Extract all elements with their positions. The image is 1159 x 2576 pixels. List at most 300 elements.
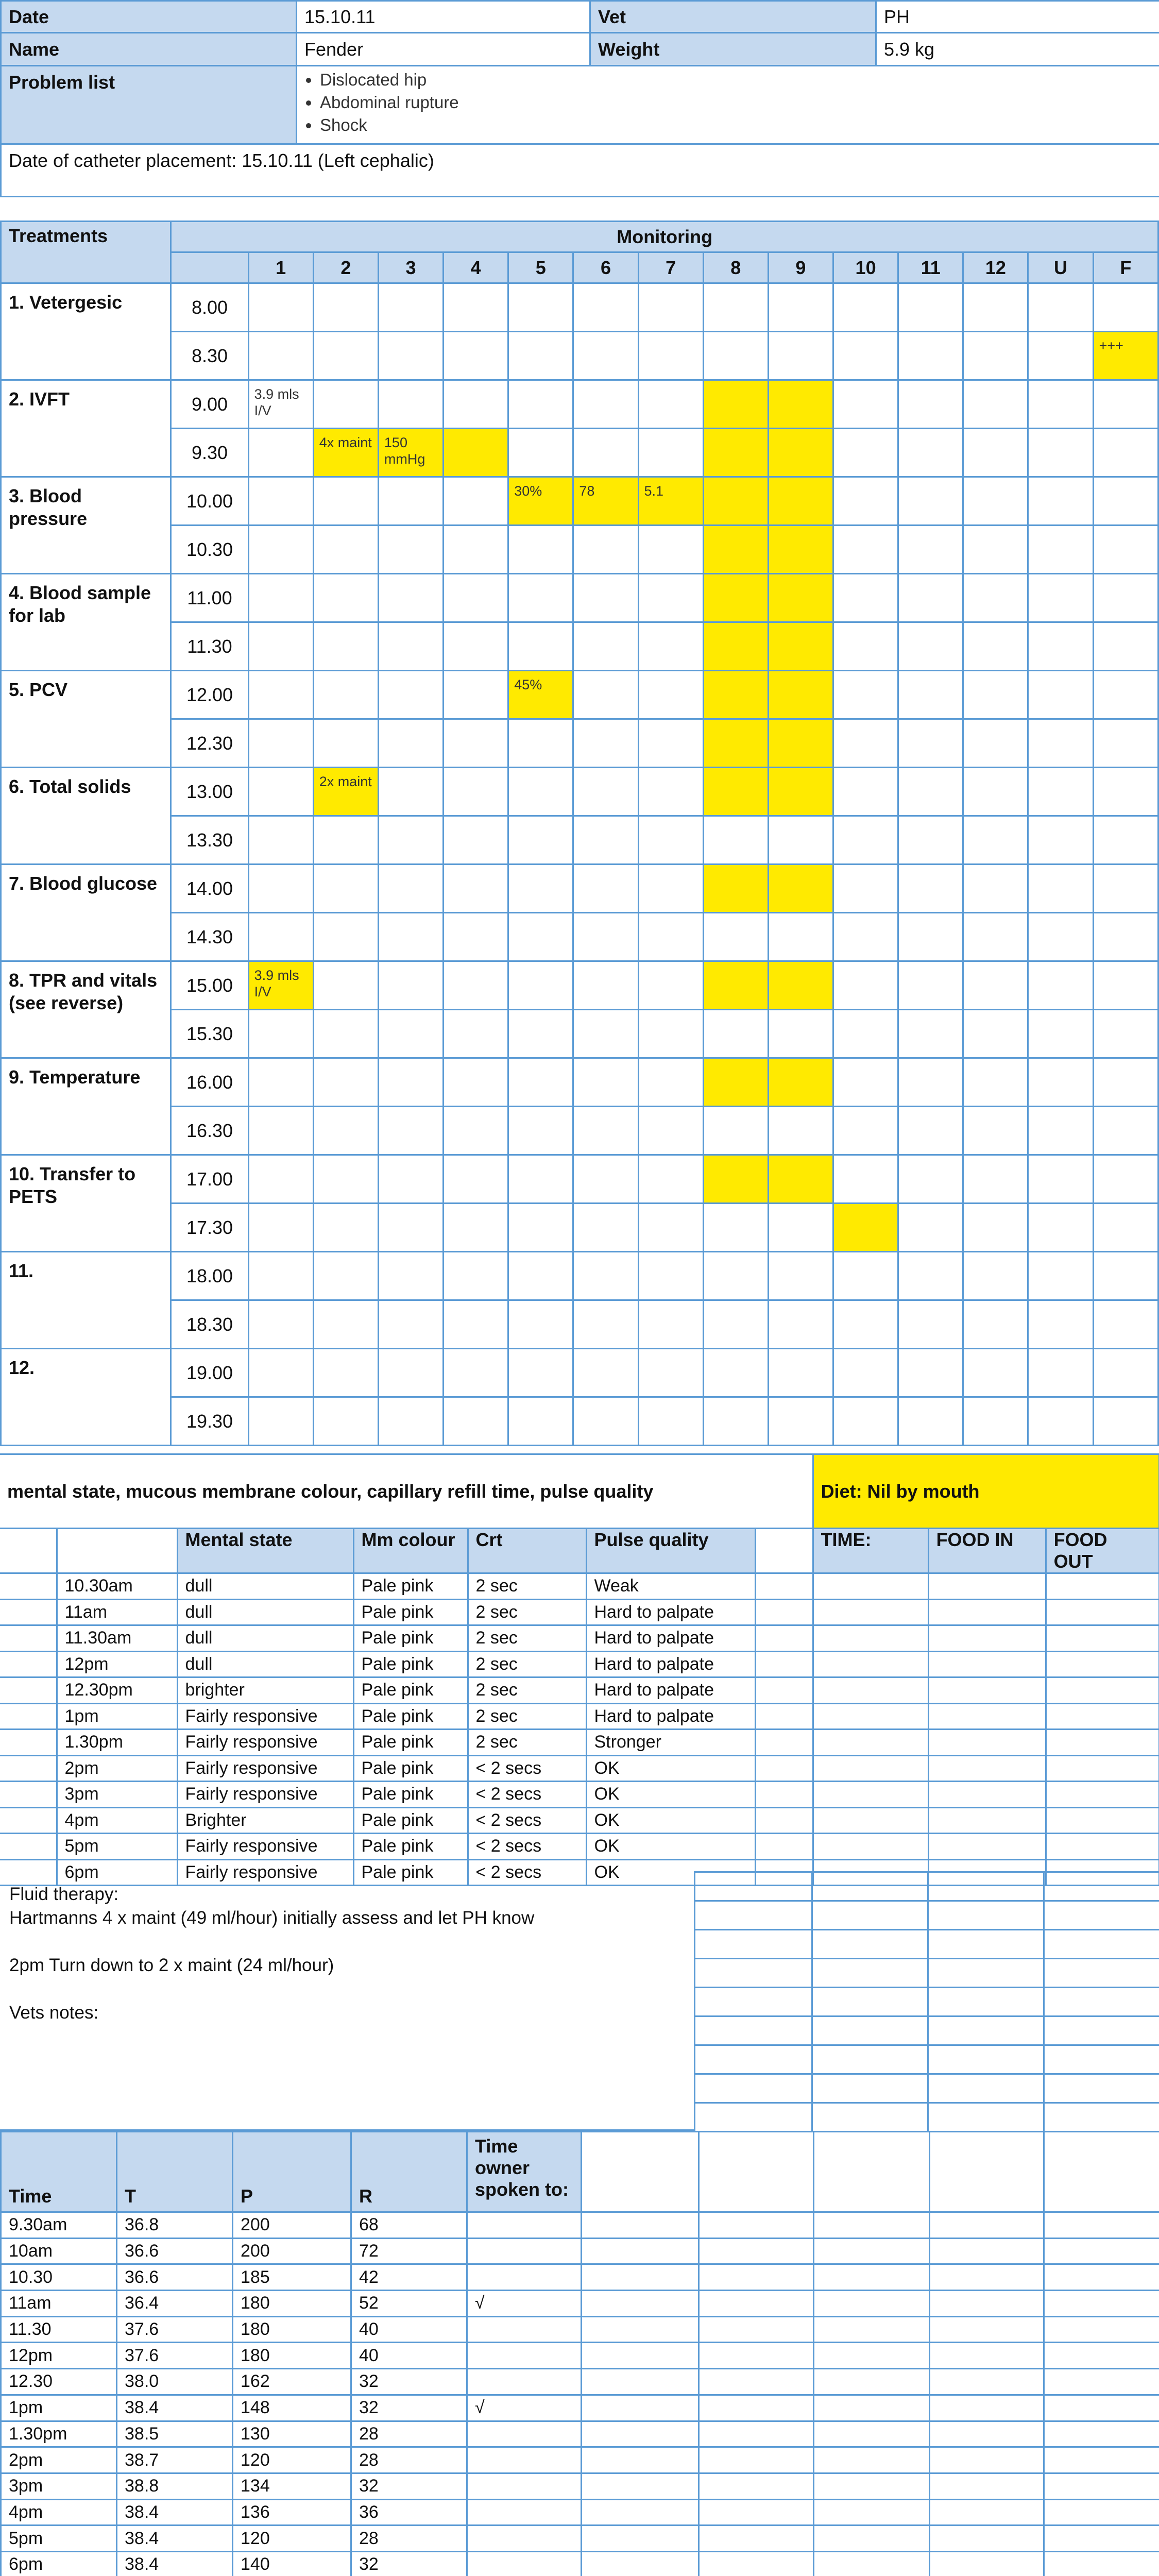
time-slot: 13.30 — [171, 816, 248, 865]
assessment-row — [0, 1677, 1159, 1704]
monitor-cell — [833, 574, 898, 622]
crt: 2 sec — [468, 1625, 586, 1652]
monitor-cell — [898, 719, 963, 768]
monitor-cell — [378, 719, 443, 768]
monitor-cell — [703, 1155, 768, 1204]
tpr-row — [1, 2316, 1159, 2343]
monitor-cell — [768, 719, 833, 768]
monitor-cell — [1093, 526, 1158, 574]
monitor-cell — [508, 1204, 573, 1252]
monitor-cell — [1093, 1349, 1158, 1397]
monitor-cell — [508, 719, 573, 768]
monitor-cell — [508, 1107, 573, 1155]
monitor-cell — [313, 380, 378, 429]
monitor-cell — [898, 283, 963, 332]
monitor-cell — [638, 283, 703, 332]
assessment-time: 1pm — [57, 1703, 177, 1730]
monitor-cell — [833, 1107, 898, 1155]
monitor-cell — [378, 526, 443, 574]
monitor-cell — [313, 913, 378, 961]
pulse-quality: Weak — [586, 1573, 755, 1600]
blank-cell — [930, 2316, 1044, 2343]
monitor-cell — [1093, 1252, 1158, 1300]
blank-cell — [930, 2395, 1044, 2421]
vet-value: PH — [876, 1, 1159, 33]
monitor-cell — [1093, 380, 1158, 429]
blank-cell — [813, 1625, 928, 1652]
monitor-row — [1, 1252, 1158, 1300]
monitor-note: 78 — [573, 477, 638, 526]
monitor-cell — [638, 865, 703, 913]
monitor-cell — [638, 1058, 703, 1107]
blank-cell — [1046, 1807, 1159, 1834]
tpr-pulse: 180 — [233, 2316, 351, 2343]
grid-line — [811, 1871, 813, 2131]
blank-cell — [1044, 2343, 1159, 2369]
monitor-row — [1, 719, 1158, 768]
monitor-cell — [768, 671, 833, 719]
monitor-cell — [444, 865, 508, 913]
monitor-cell — [638, 719, 703, 768]
monitor-cell — [963, 283, 1028, 332]
monitor-cell — [378, 671, 443, 719]
monitor-cell — [313, 1058, 378, 1107]
blank-cell — [699, 2526, 814, 2552]
treatment-name: 6. Total solids — [1, 768, 171, 865]
monitor-cell — [898, 622, 963, 671]
monitor-cell — [768, 816, 833, 865]
monitor-cell — [444, 429, 508, 477]
fluid-therapy-line-1: Hartmanns 4 x maint (49 ml/hour) initially assess and let PH know — [9, 1908, 535, 1928]
monitor-cell — [508, 1349, 573, 1397]
monitor-cell — [963, 816, 1028, 865]
blank-cell — [1044, 2499, 1159, 2526]
mental-state: Fairly responsive — [177, 1703, 353, 1730]
monitor-cell — [313, 671, 378, 719]
tpr-table — [0, 2131, 1159, 2576]
blank-cell — [582, 2447, 699, 2473]
blank-cell — [582, 2132, 699, 2212]
tpr-pulse: 180 — [233, 2291, 351, 2317]
tpr-row — [1, 2447, 1159, 2473]
tpr-row — [1, 2551, 1159, 2576]
tpr-row — [1, 2395, 1159, 2421]
mental-state: Brighter — [177, 1807, 353, 1834]
monitor-cell — [833, 1252, 898, 1300]
monitor-cell — [248, 865, 313, 913]
tpr-owner-spoken — [467, 2499, 582, 2526]
monitor-cell — [833, 1204, 898, 1252]
monitor-cell — [573, 1204, 638, 1252]
assessment-time: 12pm — [57, 1651, 177, 1677]
tpr-owner-spoken — [467, 2369, 582, 2395]
monitor-cell — [963, 1155, 1028, 1204]
blank-cell — [928, 1834, 1046, 1860]
monitor-cell — [638, 913, 703, 961]
monitor-cell — [248, 913, 313, 961]
tpr-time: 9.30am — [1, 2212, 117, 2239]
problem-item: • Abdominal rupture — [320, 91, 1152, 114]
monitor-cell — [768, 526, 833, 574]
monitor-cell — [1028, 1010, 1093, 1058]
monitor-row — [1, 768, 1158, 816]
time-slot: 17.30 — [171, 1204, 248, 1252]
monitor-row — [1, 1397, 1158, 1446]
assessment-heading: mental state, mucous membrane colour, capillary refill time, pulse quality — [0, 1454, 813, 1529]
assessment-time: 6pm — [57, 1859, 177, 1886]
monitor-cell — [378, 1010, 443, 1058]
tpr-respiration: 36 — [351, 2499, 467, 2526]
monitor-cell — [444, 1252, 508, 1300]
tpr-owner-spoken — [467, 2316, 582, 2343]
monitor-cell — [703, 671, 768, 719]
monitor-cell — [963, 1010, 1028, 1058]
mental-state: Fairly responsive — [177, 1755, 353, 1782]
tpr-respiration: 28 — [351, 2421, 467, 2447]
blank-cell — [928, 1703, 1046, 1730]
monitor-cell — [703, 1010, 768, 1058]
assessment-time: 5pm — [57, 1834, 177, 1860]
monitor-cell — [833, 1397, 898, 1446]
monitor-cell — [1028, 1107, 1093, 1155]
monitor-cell — [1028, 1058, 1093, 1107]
monitor-column-header: 1 — [248, 252, 313, 283]
col-food-out: FOOD OUT — [1046, 1529, 1159, 1573]
mm-colour: Pale pink — [353, 1625, 468, 1652]
diet-note: Diet: Nil by mouth — [813, 1454, 1159, 1529]
monitor-cell — [378, 1252, 443, 1300]
monitor-cell — [898, 1300, 963, 1349]
tpr-respiration: 28 — [351, 2526, 467, 2552]
treatment-name: 4. Blood sample for lab — [1, 574, 171, 671]
monitor-row — [1, 913, 1158, 961]
mental-state: dull — [177, 1573, 353, 1600]
pulse-quality: OK — [586, 1755, 755, 1782]
blank-cell — [699, 2447, 814, 2473]
col-mm-colour: Mm colour — [353, 1529, 468, 1573]
blank-cell — [582, 2551, 699, 2576]
blank-cell — [1046, 1677, 1159, 1704]
monitor-row — [1, 622, 1158, 671]
vet-label: Vet — [590, 1, 876, 33]
time-slot: 11.30 — [171, 622, 248, 671]
monitor-row — [1, 380, 1158, 429]
time-slot: 15.00 — [171, 961, 248, 1010]
monitor-cell — [638, 429, 703, 477]
blank-cell — [813, 1807, 928, 1834]
monitor-cell — [573, 283, 638, 332]
assessment-time: 1.30pm — [57, 1730, 177, 1756]
monitoring-table — [0, 221, 1159, 1446]
blank-cell — [0, 1730, 57, 1756]
tpr-time: 4pm — [1, 2499, 117, 2526]
monitor-cell — [313, 283, 378, 332]
monitor-cell — [378, 622, 443, 671]
monitor-cell — [1028, 913, 1093, 961]
monitor-cell — [573, 913, 638, 961]
blank-cell — [813, 1730, 928, 1756]
blank-cell — [928, 1807, 1046, 1834]
time-slot: 12.00 — [171, 671, 248, 719]
assessment-row — [0, 1573, 1159, 1600]
monitor-cell — [378, 865, 443, 913]
tpr-col-owner-spoken: Time owner spoken to: — [467, 2132, 582, 2212]
blank-cell — [930, 2526, 1044, 2552]
blank-cell — [699, 2369, 814, 2395]
monitor-cell — [248, 1155, 313, 1204]
monitor-cell — [898, 816, 963, 865]
tpr-row — [1, 2291, 1159, 2317]
time-slot: 13.00 — [171, 768, 248, 816]
blank-cell — [813, 1755, 928, 1782]
monitor-cell — [1093, 1010, 1158, 1058]
monitor-cell — [898, 1204, 963, 1252]
tpr-temperature: 38.8 — [117, 2473, 233, 2499]
col-pulse-quality: Pulse quality — [586, 1529, 755, 1573]
tpr-time: 10am — [1, 2238, 117, 2264]
monitor-row — [1, 283, 1158, 332]
blank-cell — [928, 1677, 1046, 1704]
monitor-cell — [963, 1107, 1028, 1155]
monitor-cell — [508, 429, 573, 477]
monitor-cell — [444, 283, 508, 332]
monitor-row — [1, 1058, 1158, 1107]
monitor-cell — [768, 1204, 833, 1252]
monitor-cell — [444, 1010, 508, 1058]
blank-cell — [930, 2447, 1044, 2473]
monitor-cell — [703, 574, 768, 622]
tpr-respiration: 42 — [351, 2264, 467, 2291]
blank-cell — [814, 2264, 930, 2291]
monitor-cell — [703, 719, 768, 768]
monitor-cell — [444, 1058, 508, 1107]
assessment-time: 10.30am — [57, 1573, 177, 1600]
tpr-time: 11am — [1, 2291, 117, 2317]
monitor-note: 3.9 mls I/V — [248, 961, 313, 1010]
tpr-time: 2pm — [1, 2447, 117, 2473]
blank-cell — [1044, 2421, 1159, 2447]
mm-colour: Pale pink — [353, 1834, 468, 1860]
blank-cell — [582, 2369, 699, 2395]
monitor-cell — [638, 1349, 703, 1397]
treatment-name: 8. TPR and vitals (see reverse) — [1, 961, 171, 1058]
blank-cell — [0, 1529, 57, 1573]
treatment-name: 2. IVFT — [1, 380, 171, 477]
monitor-cell — [963, 477, 1028, 526]
blank-cell — [814, 2499, 930, 2526]
assessment-row — [0, 1651, 1159, 1677]
blank-cell — [930, 2264, 1044, 2291]
treatment-name: 7. Blood glucose — [1, 865, 171, 961]
monitor-cell — [638, 1107, 703, 1155]
blank-cell — [930, 2132, 1044, 2212]
blank-cell — [930, 2499, 1044, 2526]
tpr-respiration: 32 — [351, 2473, 467, 2499]
blank-cell — [928, 1782, 1046, 1808]
monitor-cell — [963, 332, 1028, 380]
tpr-pulse: 140 — [233, 2551, 351, 2576]
date-value: 15.10.11 — [297, 1, 590, 33]
monitor-cell — [378, 816, 443, 865]
blank-cell — [1044, 2238, 1159, 2264]
tpr-pulse: 200 — [233, 2238, 351, 2264]
mm-colour: Pale pink — [353, 1755, 468, 1782]
assessment-row — [0, 1807, 1159, 1834]
monitor-cell — [573, 1058, 638, 1107]
monitor-cell — [833, 1349, 898, 1397]
blank-cell — [755, 1755, 813, 1782]
blank-cell — [755, 1573, 813, 1600]
monitor-cell — [833, 526, 898, 574]
monitor-cell — [768, 865, 833, 913]
tpr-temperature: 38.4 — [117, 2551, 233, 2576]
mental-state: Fairly responsive — [177, 1782, 353, 1808]
monitor-cell — [703, 622, 768, 671]
tpr-owner-spoken: √ — [467, 2395, 582, 2421]
blank-cell — [755, 1834, 813, 1860]
monitor-cell — [963, 1397, 1028, 1446]
tpr-temperature: 37.6 — [117, 2316, 233, 2343]
monitor-cell — [313, 816, 378, 865]
col-mental-state: Mental state — [177, 1529, 353, 1573]
blank-cell — [814, 2343, 930, 2369]
monitor-column-header: U — [1028, 252, 1093, 283]
tpr-row — [1, 2499, 1159, 2526]
blank-cell — [1046, 1755, 1159, 1782]
monitor-cell — [248, 1252, 313, 1300]
pulse-quality: OK — [586, 1807, 755, 1834]
monitor-cell — [898, 1155, 963, 1204]
assessment-row — [0, 1755, 1159, 1782]
tpr-pulse: 148 — [233, 2395, 351, 2421]
monitor-cell — [963, 526, 1028, 574]
monitor-note: 5.1 — [638, 477, 703, 526]
blank-cell — [930, 2551, 1044, 2576]
monitor-cell — [1028, 526, 1093, 574]
monitor-cell — [638, 1397, 703, 1446]
monitor-cell — [444, 768, 508, 816]
monitor-column-header: 9 — [768, 252, 833, 283]
pulse-quality: Hard to palpate — [586, 1677, 755, 1704]
monitor-cell — [638, 380, 703, 429]
monitor-cell — [378, 574, 443, 622]
monitor-cell — [1093, 429, 1158, 477]
assessment-time: 12.30pm — [57, 1677, 177, 1704]
monitor-row — [1, 574, 1158, 622]
monitor-note: 45% — [508, 671, 573, 719]
monitor-cell — [313, 1010, 378, 1058]
monitor-cell — [703, 526, 768, 574]
monitor-cell — [313, 865, 378, 913]
monitor-cell — [313, 1155, 378, 1204]
blank-cell — [0, 1651, 57, 1677]
monitor-cell — [768, 1155, 833, 1204]
monitor-cell — [573, 719, 638, 768]
tpr-respiration: 68 — [351, 2212, 467, 2239]
tpr-time: 11.30 — [1, 2316, 117, 2343]
monitor-cell — [768, 1252, 833, 1300]
monitor-cell — [963, 574, 1028, 622]
monitor-cell — [963, 1300, 1028, 1349]
time-slot: 16.00 — [171, 1058, 248, 1107]
blank-cell — [582, 2473, 699, 2499]
monitor-cell — [444, 1204, 508, 1252]
blank-cell — [928, 1651, 1046, 1677]
blank-cell — [930, 2473, 1044, 2499]
monitor-cell — [703, 1107, 768, 1155]
blank-cell — [813, 1677, 928, 1704]
assessment-time: 3pm — [57, 1782, 177, 1808]
monitor-column-header: 5 — [508, 252, 573, 283]
blank-cell — [582, 2499, 699, 2526]
treatment-name: 3. Blood pressure — [1, 477, 171, 574]
time-slot: 19.30 — [171, 1397, 248, 1446]
monitor-cell — [444, 671, 508, 719]
blank-cell — [928, 1573, 1046, 1600]
tpr-row — [1, 2264, 1159, 2291]
monitor-cell — [703, 283, 768, 332]
time-slot: 10.00 — [171, 477, 248, 526]
tpr-temperature: 38.4 — [117, 2499, 233, 2526]
blank-cell — [1046, 1730, 1159, 1756]
monitor-cell — [898, 526, 963, 574]
monitor-row — [1, 1010, 1158, 1058]
monitor-cell — [444, 816, 508, 865]
tpr-time: 1pm — [1, 2395, 117, 2421]
monitor-cell — [768, 1300, 833, 1349]
tpr-row — [1, 2473, 1159, 2499]
monitor-cell — [1093, 1107, 1158, 1155]
monitor-cell — [963, 865, 1028, 913]
pulse-quality: Hard to palpate — [586, 1599, 755, 1625]
monitor-cell — [378, 283, 443, 332]
monitor-cell — [898, 768, 963, 816]
monitor-cell — [248, 671, 313, 719]
blank-cell — [755, 1807, 813, 1834]
monitor-cell — [573, 961, 638, 1010]
monitor-cell — [833, 429, 898, 477]
time-slot: 18.00 — [171, 1252, 248, 1300]
monitor-cell — [638, 1252, 703, 1300]
monitor-cell — [378, 1397, 443, 1446]
blank-cell — [755, 1599, 813, 1625]
crt: 2 sec — [468, 1677, 586, 1704]
monitor-cell — [378, 768, 443, 816]
monitor-cell — [703, 961, 768, 1010]
assessment-time: 11am — [57, 1599, 177, 1625]
monitor-cell — [1028, 332, 1093, 380]
date-label: Date — [1, 1, 297, 33]
monitor-cell — [573, 1155, 638, 1204]
blank-cell — [813, 1834, 928, 1860]
blank-cell — [0, 1807, 57, 1834]
monitor-column-header: 11 — [898, 252, 963, 283]
monitor-cell — [378, 1300, 443, 1349]
blank-cell — [814, 2369, 930, 2395]
blank-cell — [582, 2395, 699, 2421]
tpr-respiration: 32 — [351, 2551, 467, 2576]
monitor-cell — [248, 1349, 313, 1397]
mental-state: brighter — [177, 1677, 353, 1704]
tpr-pulse: 200 — [233, 2212, 351, 2239]
time-slot: 17.00 — [171, 1155, 248, 1204]
monitor-cell — [573, 1010, 638, 1058]
blank-cell — [699, 2473, 814, 2499]
monitor-column-header: 6 — [573, 252, 638, 283]
blank-cell — [928, 1730, 1046, 1756]
monitor-cell — [573, 574, 638, 622]
treatments-header: Treatments — [1, 222, 171, 283]
